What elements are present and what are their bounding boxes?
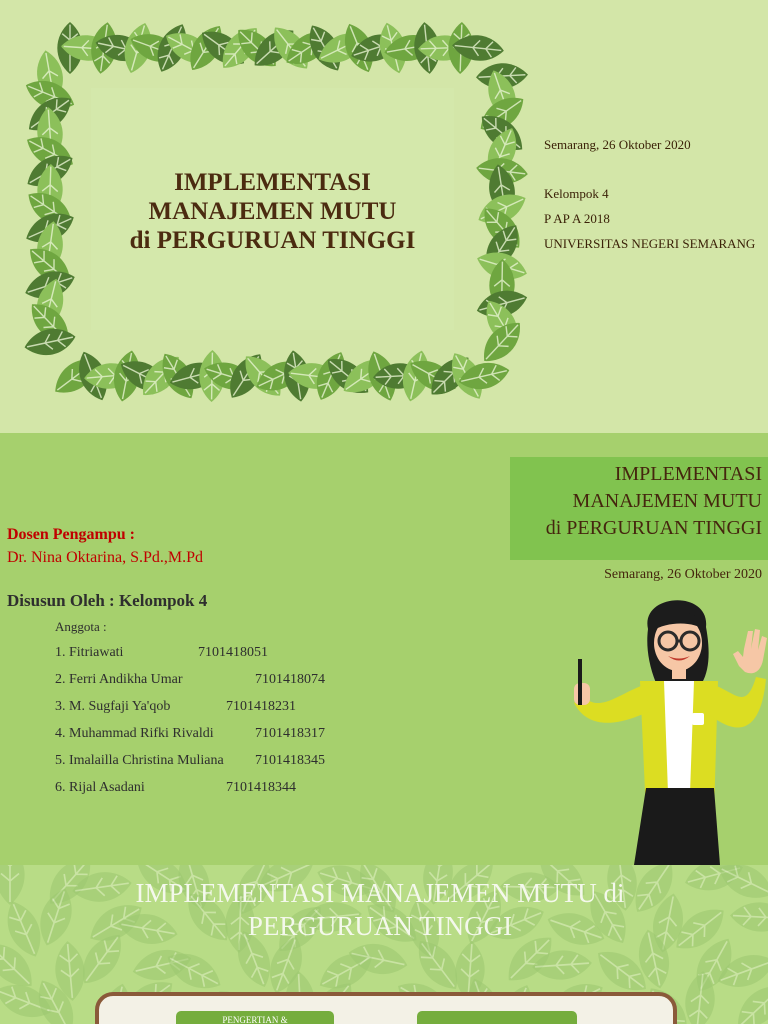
- member-row: [55, 672, 325, 688]
- member-name: 6. Rijal Asadani: [55, 780, 145, 795]
- member-row: [55, 780, 296, 796]
- date-text: Semarang, 26 Oktober 2020: [604, 567, 762, 582]
- member-name: 5. Imalailla Christina Muliana: [55, 753, 224, 768]
- slide3-title-line-2: PERGURUAN TINGGI: [247, 911, 513, 941]
- member-nim: 7101418317: [255, 726, 325, 741]
- member-row: [55, 645, 268, 661]
- slide-members: [0, 433, 768, 865]
- tab-second[interactable]: [417, 1011, 577, 1024]
- member-nim: 7101418051: [198, 645, 268, 660]
- banner-title-line-2: MANAJEMEN MUTU: [572, 490, 762, 512]
- member-name: 2. Ferri Andikha Umar: [55, 672, 183, 687]
- date-text: Semarang, 26 Oktober 2020: [544, 137, 691, 152]
- presentation-title: [91, 168, 454, 255]
- member-row: [55, 753, 325, 769]
- member-row: [55, 726, 325, 742]
- tab-pengertian[interactable]: PENGERTIAN &: [176, 1011, 334, 1024]
- compiled-by: Disusun Oleh : Kelompok 4: [7, 591, 208, 610]
- title-line-1: IMPLEMENTASI: [174, 169, 371, 196]
- slide3-title-line-1: IMPLEMENTASI MANAJEMEN MUTU di: [135, 878, 625, 908]
- slide-contents: [0, 865, 768, 1024]
- title-line-2: MANAJEMEN MUTU: [148, 198, 397, 225]
- teacher-illustration: [560, 593, 768, 865]
- slide-title: [0, 0, 768, 433]
- member-name: 4. Muhammad Rifki Rivaldi: [55, 726, 214, 741]
- group-text: Kelompok 4: [544, 186, 609, 201]
- banner-title-line-1: IMPLEMENTASI: [614, 463, 762, 485]
- member-nim: 7101418345: [255, 753, 325, 768]
- lecturer-heading: Dosen Pengampu :: [7, 526, 136, 543]
- slide3-title: [0, 877, 760, 943]
- title-line-3: di PERGURUAN TINGGI: [129, 227, 416, 254]
- member-nim: 7101418344: [226, 780, 296, 795]
- member-nim: 7101418074: [255, 672, 325, 687]
- member-row: [55, 699, 296, 715]
- lecturer-name: Dr. Nina Oktarina, S.Pd.,M.Pd: [7, 549, 203, 566]
- member-name: 3. M. Sugfaji Ya'qob: [55, 699, 171, 714]
- member-nim: 7101418231: [226, 699, 296, 714]
- member-name: 1. Fitriawati: [55, 645, 124, 660]
- members-heading: Anggota :: [55, 619, 107, 634]
- banner-title-line-3: di PERGURUAN TINGGI: [545, 517, 762, 539]
- class-text: P AP A 2018: [544, 211, 610, 226]
- title-banner: [510, 457, 768, 560]
- university-text: UNIVERSITAS NEGERI SEMARANG: [544, 236, 756, 251]
- leaf-decoration: [22, 324, 78, 360]
